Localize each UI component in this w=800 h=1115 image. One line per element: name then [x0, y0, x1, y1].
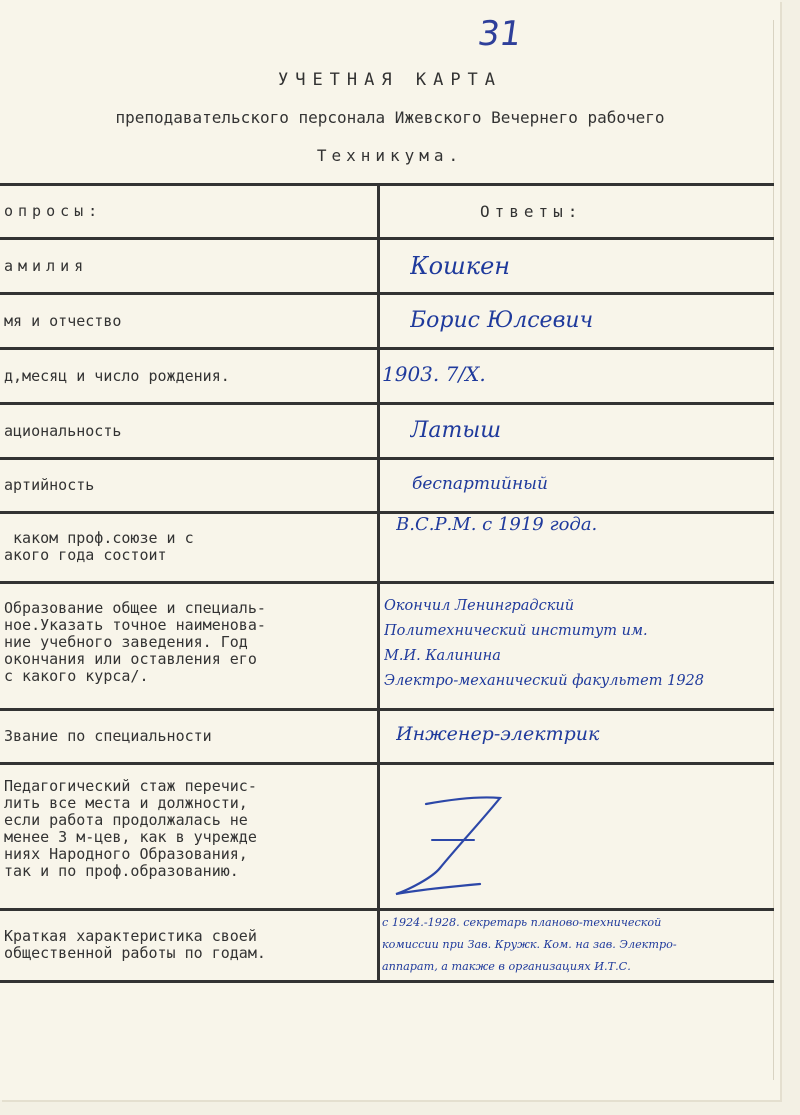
handwritten-page-number: 31 [475, 14, 525, 54]
answer-nationality: Латыш [410, 418, 502, 443]
question-name: мя и отчество [4, 313, 122, 330]
question-public-work: Краткая характеристика своей общественной работы по годам. [4, 928, 266, 962]
question-education: Образование общее и специаль- ное.Указать точное наименова- ние учебного заведения. Год окончания или оставления его с какого курса/. [4, 600, 266, 685]
table-rule [0, 762, 774, 765]
table-rule [0, 708, 774, 711]
answer-party: беспартийный [412, 474, 548, 494]
answer-name: Борис Юлсевич [410, 308, 594, 333]
column-divider [377, 183, 380, 983]
question-teaching-experience: Педагогический стаж перечис- лить все места и должности, если работа продолжалась не менее 3 м-цев, как в учрежде ниях Народного Образования, так и по проф.образованию. [4, 778, 257, 880]
question-surname: амилия [4, 258, 89, 275]
cross-out-mark-icon [388, 790, 518, 902]
card-subtitle: преподавательского персонала Ижевского Вечернего рабочего [115, 108, 665, 127]
answer-public-work: с 1924.-1928. секретарь планово-технической комиссии при Зав. Кружк. Ком. на зав. Электро- аппарат, а также в организациях И.Т.С. [382, 916, 677, 973]
questions-header: опросы: [4, 203, 103, 220]
table-rule [0, 237, 774, 240]
answer-birth-date: 1903. 7/X. [382, 362, 486, 386]
page-edge [773, 20, 774, 1080]
card-title: УЧЕТНАЯ КАРТА [277, 70, 503, 90]
question-nationality: ациональность [4, 423, 122, 440]
table-rule [0, 581, 774, 584]
table-rule [0, 908, 774, 911]
table-rule [0, 402, 774, 405]
answer-specialty: Инженер-электрик [396, 723, 600, 745]
question-specialty: Звание по специальности [4, 728, 212, 745]
answers-header: Ответы: [480, 202, 583, 221]
answer-surname: Кошкен [410, 252, 511, 280]
table-rule [0, 347, 774, 350]
table-rule [0, 457, 774, 460]
question-party: артийность [4, 477, 95, 494]
card-subtitle-institution: Техникума. [316, 146, 464, 165]
question-birth-date: д,месяц и число рождения. [4, 368, 230, 385]
answer-trade-union: В.С.Р.М. с 1919 года. [396, 514, 598, 535]
answer-education: Окончил Ленинградский Политехнический институт им. М.И. Калинина Электро-механический факультет 1928 [384, 598, 704, 689]
table-rule [0, 292, 774, 295]
table-rule [0, 183, 774, 186]
table-rule [0, 980, 774, 983]
question-trade-union: каком проф.союзе и с акого года состоит [4, 530, 194, 564]
